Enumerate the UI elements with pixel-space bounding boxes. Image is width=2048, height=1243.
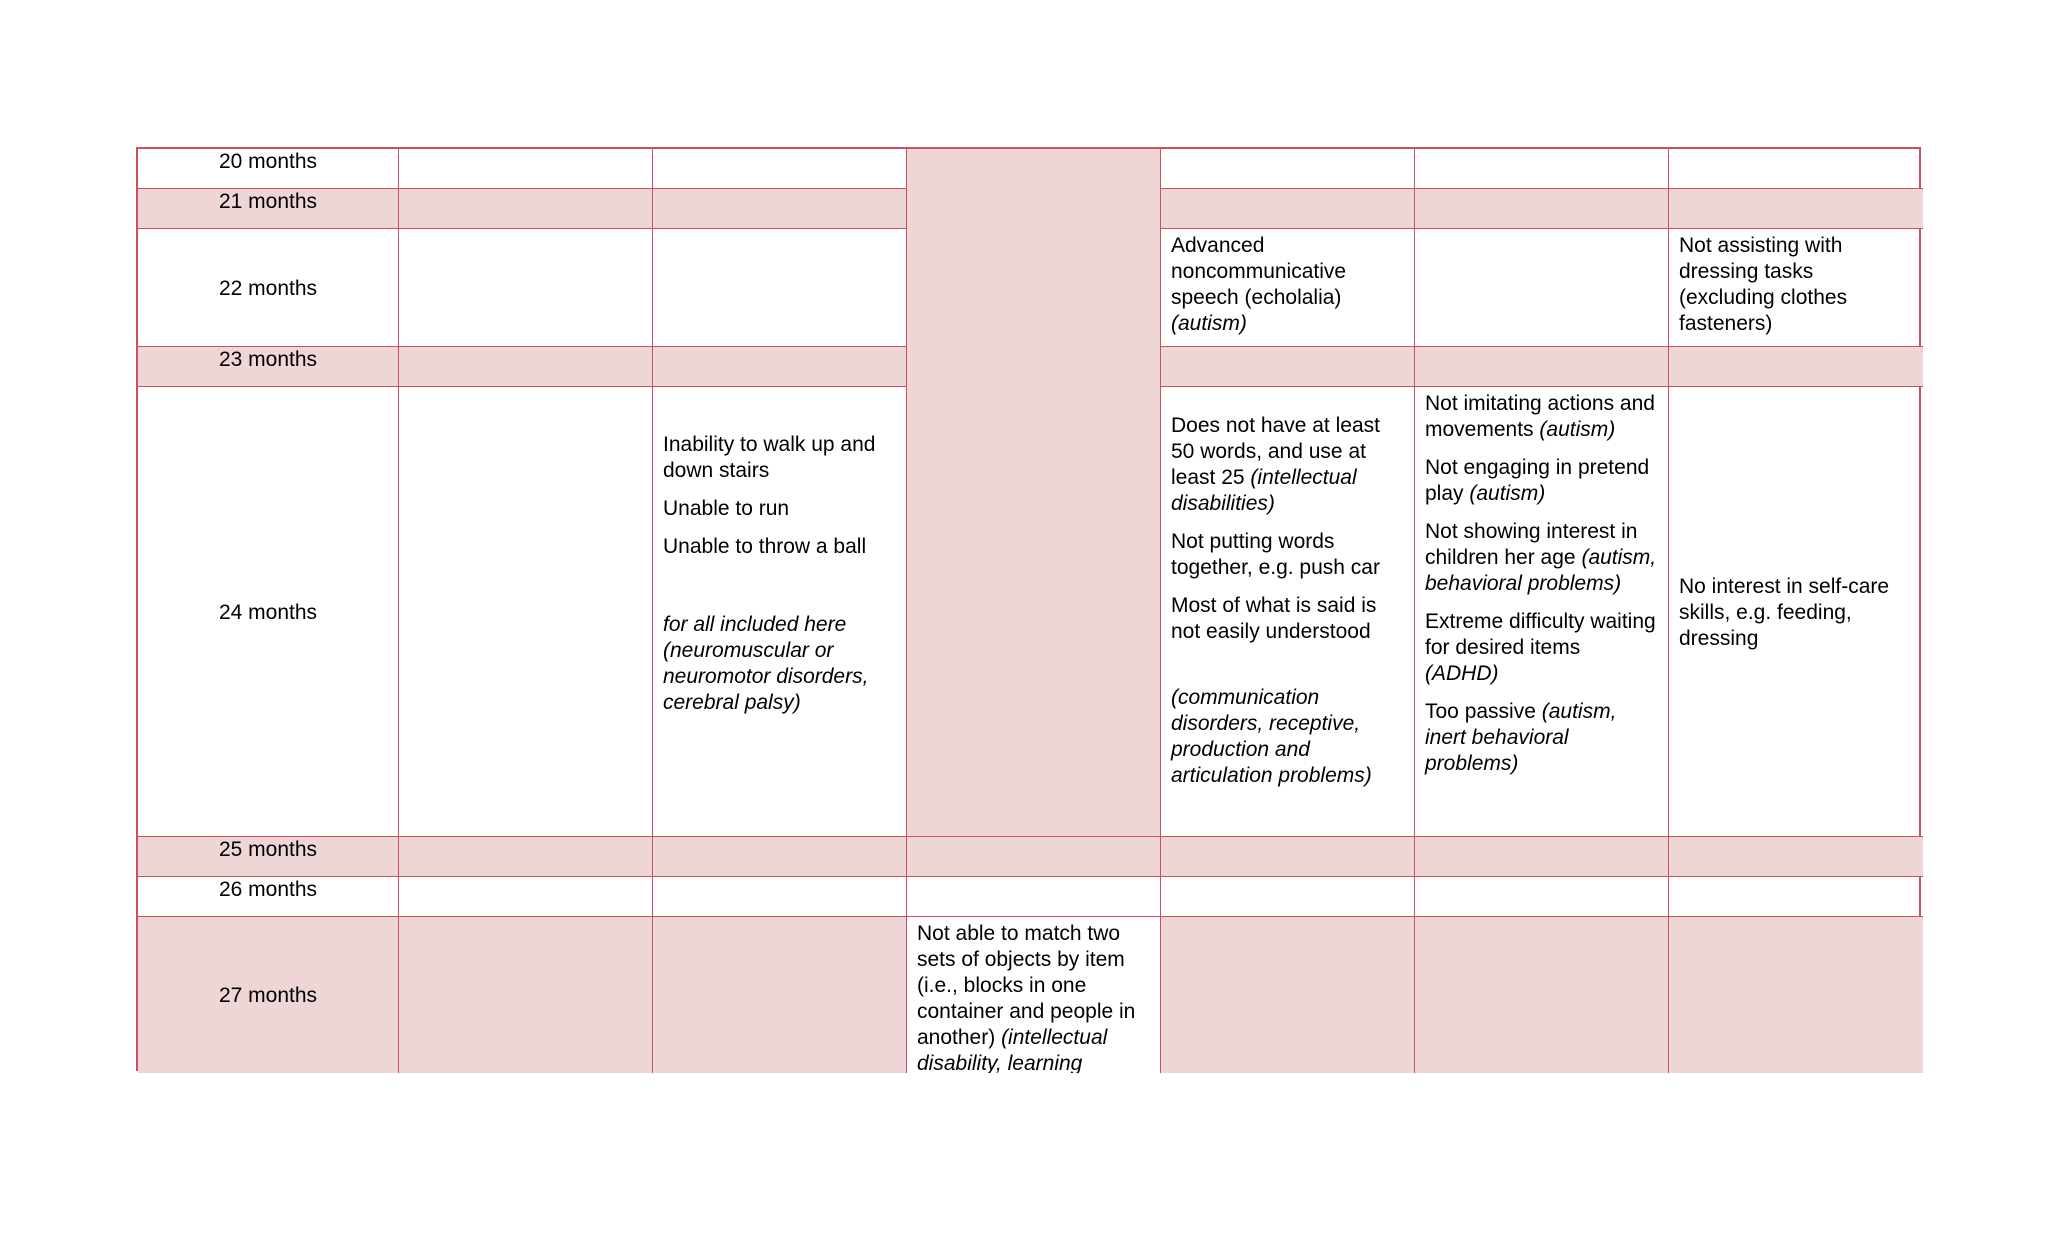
cell-22-col6 [1669, 229, 1923, 347]
cell-24-communication [1161, 387, 1415, 837]
cell-24-social [1415, 387, 1669, 837]
cell-20-col4 [1161, 149, 1415, 189]
milestone-table [136, 147, 1921, 1071]
imitating-tag: (autism) [1539, 418, 1616, 441]
cell-26-col1 [399, 877, 653, 917]
age-22-label: 22 months [218, 276, 318, 300]
cell-27-col5 [1415, 917, 1669, 1073]
waiting-tag: (ADHD) [1425, 662, 1499, 685]
cell-23-col6 [1669, 347, 1923, 387]
waiting-text: Extreme difficulty waiting for desired items [1425, 610, 1656, 659]
cell-20-col5 [1415, 149, 1669, 189]
self-care-text: No interest in self-care skills, e.g. feeding, dressing [1679, 574, 1890, 650]
social-item [1425, 391, 1658, 443]
cell-21-col4 [1161, 189, 1415, 229]
cell-22-col5 [1415, 229, 1669, 347]
cell-25-col3 [907, 837, 1161, 877]
cell-21-col1 [399, 189, 653, 229]
age-24-months [138, 387, 399, 837]
communication-note [1171, 685, 1404, 789]
cell-26-col4 [1161, 877, 1415, 917]
age-26-months: 26 months [138, 877, 399, 917]
passive-tag: (autism, inert behavioral problems) [1425, 700, 1617, 775]
motor-item: Unable to throw a ball [663, 534, 867, 558]
cell-21-col2 [653, 189, 907, 229]
echolalia-tag: (autism) [1171, 312, 1247, 335]
cell-21-col5 [1415, 189, 1669, 229]
pretend-play-text: Not engaging in pretend play [1425, 456, 1650, 505]
communication-item [1171, 413, 1404, 517]
cell-23-col1 [399, 347, 653, 387]
cell-25-col6 [1669, 837, 1923, 877]
passive-text: Too passive [1425, 700, 1536, 723]
age-27-months [138, 917, 399, 1073]
cell-27-matching [907, 917, 1161, 1073]
imitating-text: Not imitating actions and movements [1425, 392, 1655, 441]
cell-24-col1 [399, 387, 653, 837]
age-24-label: 24 months [218, 600, 318, 624]
cell-20-col2 [653, 149, 907, 189]
cell-26-col2 [653, 877, 907, 917]
cell-23-col2 [653, 347, 907, 387]
interest-children-tag: (autism, behavioral problems) [1425, 546, 1657, 595]
cell-27-col2 [653, 917, 907, 1073]
social-item [1425, 609, 1658, 687]
motor-note [663, 612, 896, 716]
age-25-months: 25 months [138, 837, 399, 877]
age-20-months: 20 months [138, 149, 399, 189]
matching-text: Not able to match two sets of objects by item (i.e., blocks in one container and people in another) [917, 922, 1136, 1049]
cell-20-col6 [1669, 149, 1923, 189]
age-27-label: 27 months [218, 984, 318, 1007]
social-item [1425, 455, 1658, 507]
age-22-months [138, 229, 399, 347]
cell-25-col5 [1415, 837, 1669, 877]
motor-note-text: for all included here (neuromuscular or neuromotor disorders, cerebral palsy) [663, 612, 869, 714]
cell-23-col5 [1415, 347, 1669, 387]
communication-note-text: (communication disorders, receptive, production and articulation problems) [1171, 686, 1372, 787]
cell-27-col6 [1669, 917, 1923, 1073]
communication-item [1171, 529, 1404, 581]
words-text: Does not have at least 50 words, and use at least 25 [1171, 414, 1380, 489]
cell-21-col6 [1669, 189, 1923, 229]
matching-tag: (intellectual disability, learning [917, 1026, 1108, 1073]
cell-25-col2 [653, 837, 907, 877]
putting-words-text: Not putting words together, e.g. push car [1171, 530, 1380, 579]
cell-26-col6 [1669, 877, 1923, 917]
motor-item: Inability to walk up and down stairs [663, 432, 876, 482]
cell-27-col4 [1161, 917, 1415, 1073]
cell-22-col4 [1161, 229, 1415, 347]
cell-24-motor [653, 387, 907, 837]
dressing-tasks-text: Not assisting with dressing tasks (excluding clothes fasteners) [1679, 234, 1848, 335]
cell-20-col1 [399, 149, 653, 189]
cell-22-col2 [653, 229, 907, 347]
social-item [1425, 519, 1658, 597]
cell-25-col1 [399, 837, 653, 877]
interest-children-text: Not showing interest in children her age [1425, 520, 1638, 569]
cell-26-col5 [1415, 877, 1669, 917]
motor-item: Unable to run [663, 496, 790, 520]
cell-22-col1 [399, 229, 653, 347]
cell-23-col4 [1161, 347, 1415, 387]
cell-27-col1 [399, 917, 653, 1073]
communication-item [1171, 593, 1404, 645]
age-23-months: 23 months [138, 347, 399, 387]
age-21-months: 21 months [138, 189, 399, 229]
cell-26-col3 [907, 877, 1161, 917]
cell-24-selfcare [1669, 387, 1923, 837]
understood-text: Most of what is said is not easily understood [1171, 594, 1377, 643]
echolalia-text: Advanced noncommunicative speech (echolalia) [1171, 234, 1347, 309]
pretend-play-tag: (autism) [1469, 482, 1546, 505]
merged-shaded-column-cell [907, 149, 1161, 837]
social-item [1425, 699, 1658, 777]
words-tag: (intellectual disabilities) [1171, 466, 1357, 515]
cell-25-col4 [1161, 837, 1415, 877]
